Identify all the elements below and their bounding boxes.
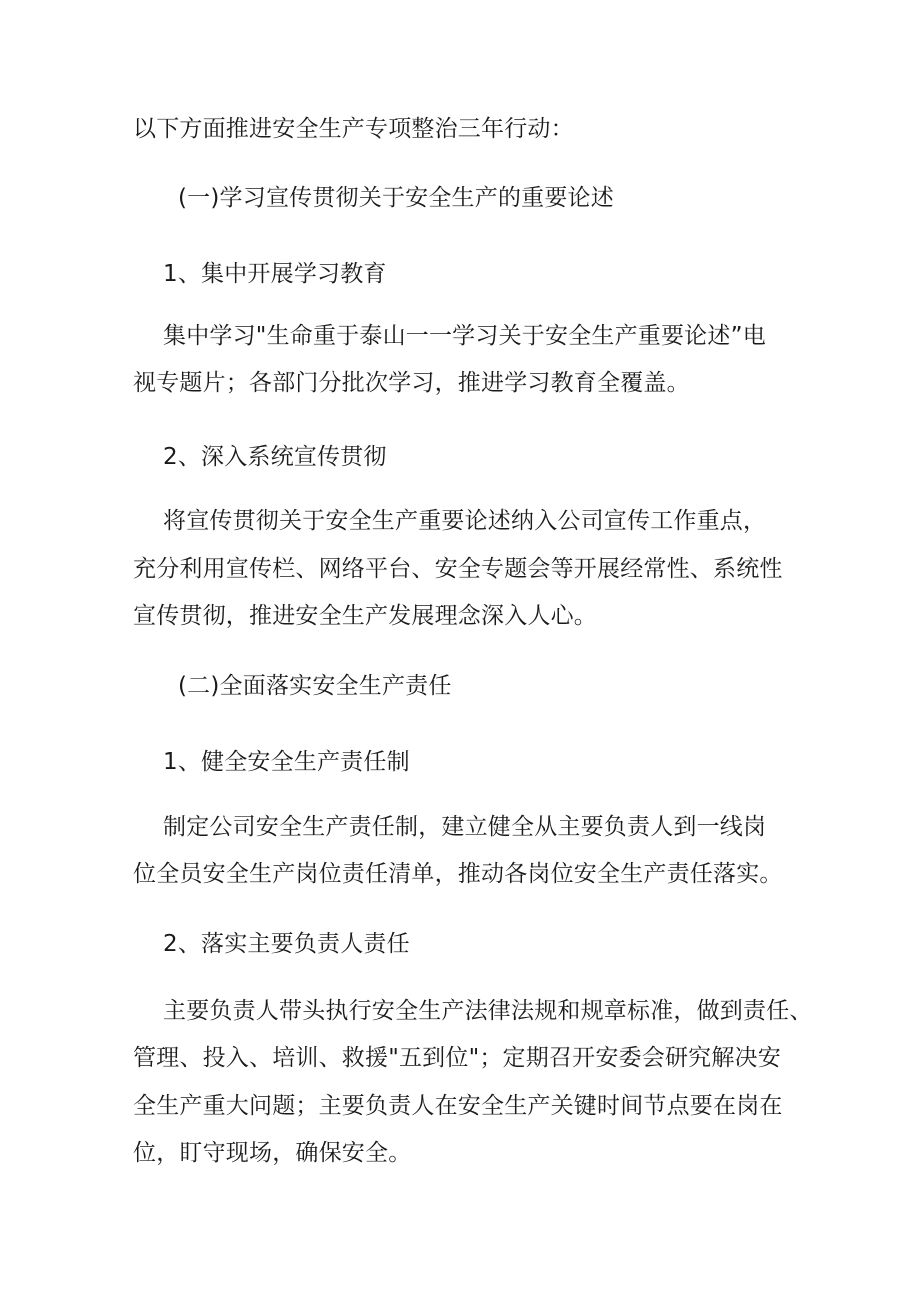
section-heading-1: (一)学习宣传贯彻关于安全生产的重要论述 [178,185,614,211]
paragraph-1-2-line-1: 将宣传贯彻关于安全生产重要论述纳入公司宣传工作重点， [163,508,767,534]
subheading-2-1: 1、健全安全生产责任制 [163,749,410,775]
paragraph-1-2-line-3: 宣传贯彻，推进安全生产发展理念深入人心。 [133,603,597,629]
paragraph-2-1-line-1: 制定公司安全生产责任制，建立健全从主要负责人到一线岗 [163,814,767,840]
intro-line: 以下方面推进安全生产专项整治三年行动： [133,116,574,142]
paragraph-2-2-line-1: 主要负责人带头执行安全生产法律法规和规章标准，做到责任、 [163,998,813,1024]
paragraph-2-2-line-2: 管理、投入、培训、救援"五到位"；定期召开安委会研究解决安 [133,1045,781,1071]
section-heading-2: (二)全面落实安全生产责任 [178,673,452,699]
subheading-1-2: 2、深入系统宣传贯彻 [163,444,387,470]
paragraph-2-1-line-2: 位全员安全生产岗位责任清单，推动各岗位安全生产责任落实。 [133,861,783,887]
paragraph-2-2-line-4: 位，盯守现场，确保安全。 [133,1140,412,1166]
paragraph-1-2-line-2: 充分利用宣传栏、网络平台、安全专题会等开展经常性、系统性 [133,556,783,582]
subheading-1-1: 1、集中开展学习教育 [163,261,387,287]
paragraph-1-1-line-2: 视专题片；各部门分批次学习，推进学习教育全覆盖。 [133,370,690,396]
subheading-2-2: 2、落实主要负责人责任 [163,931,410,957]
paragraph-2-2-line-3: 全生产重大问题；主要负责人在安全生产关键时间节点要在岗在 [133,1093,783,1119]
paragraph-1-1-line-1: 集中学习"生命重于泰山一一学习关于安全生产重要论述”电 [163,323,766,349]
